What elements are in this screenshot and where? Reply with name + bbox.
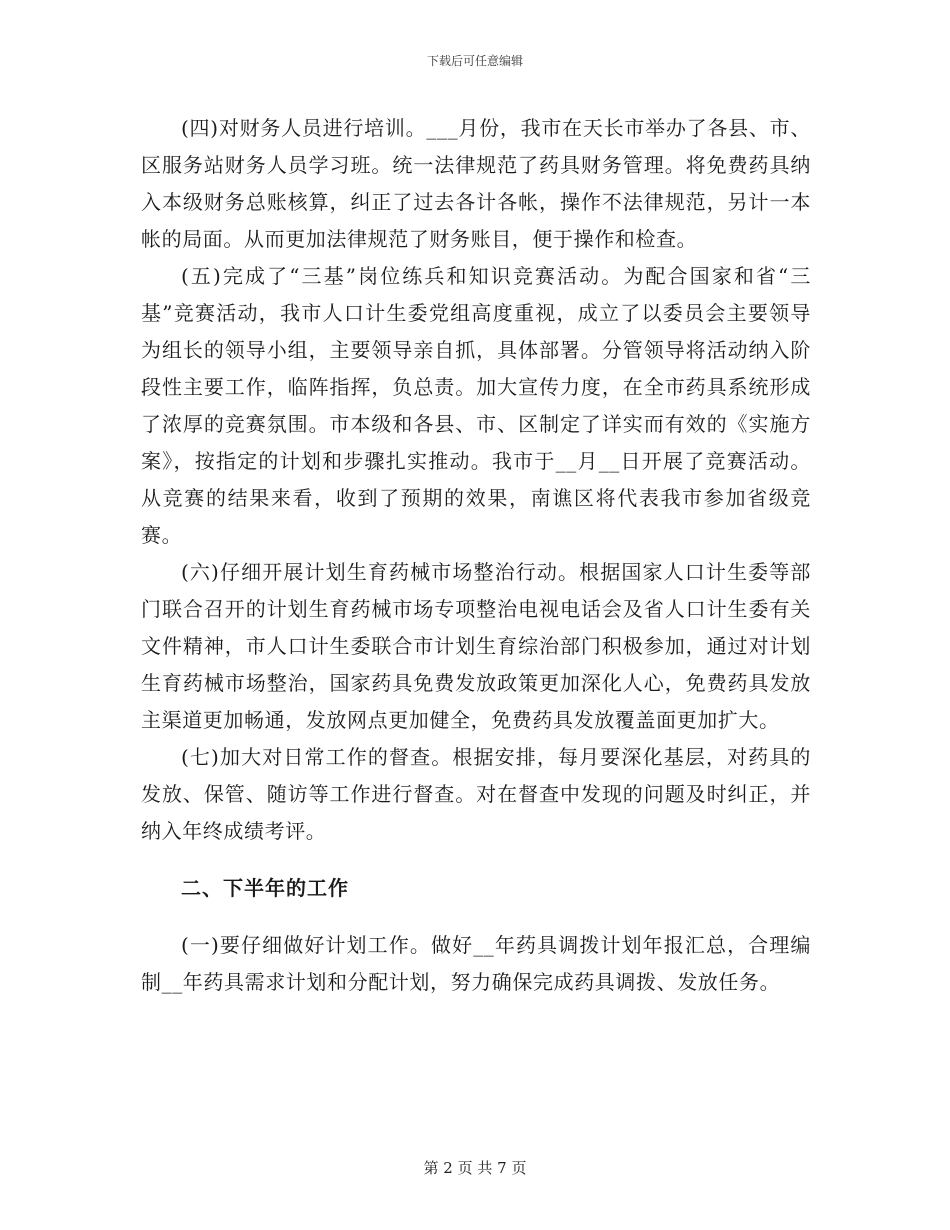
section-heading: 二、下半年的工作 xyxy=(181,876,349,900)
paragraph-6: (六)仔细开展计划生育药械市场整治行动。根据国家人口计生委等部门联合召开的计划生育药械市场专项整治电视电话会及省人口计生委有关文件精神，市人口计生委联合市计划生育综治部门积极参加，通过对计划生育药械市场整治，国家药具免费发放政策更加深化人心，免费药具发放主渠道更加畅通，发放网点更加健全，免费药具发放覆盖面更加扩大。 xyxy=(141,560,811,732)
paragraph-7: (七)加大对日常工作的督查。根据安排，每月要深化基层，对药具的发放、保管、随访等工作进行督查。对在督查中发现的问题及时纠正，并纳入年终成绩考评。 xyxy=(141,745,811,843)
document-body xyxy=(141,110,811,1001)
paragraph-4: (四)对财务人员进行培训。___月份，我市在天长市举办了各县、市、区服务站财务人员学习班。统一法律规范了药具财务管理。将免费药具纳入本级财务总账核算，纠正了过去各计各帐，操作不法律规范，另计一本帐的局面。从而更加法律规范了财务账目，便于操作和检查。 xyxy=(141,116,811,251)
page-footer: 第 2 页 共 7 页 xyxy=(423,1159,527,1177)
page-header: 下载后可任意编辑 xyxy=(426,54,523,68)
paragraph-5: (五)完成了“三基”岗位练兵和知识竞赛活动。为配合国家和省“三基”竞赛活动，我市人口计生委党组高度重视，成立了以委员会主要领导为组长的领导小组，主要领导亲自抓，具体部署。分管领导将活动纳入阶段性主要工作，临阵指挥，负总责。加大宣传力度，在全市药具系统形成了浓厚的竞赛氛围。市本级和各县、市、区制定了详实而有效的《实施方案》，按指定的计划和步骤扎实推动。我市于__月__日开展了竞赛活动。从竞赛的结果来看，收到了预期的效果，南谯区将代表我市参加省级竞赛。 xyxy=(141,264,811,547)
paragraph-1-second-half: (一)要仔细做好计划工作。做好__年药具调拨计划年报汇总，合理编制__年药具需求计划和分配计划，努力确保完成药具调拨、发放任务。 xyxy=(141,933,811,994)
